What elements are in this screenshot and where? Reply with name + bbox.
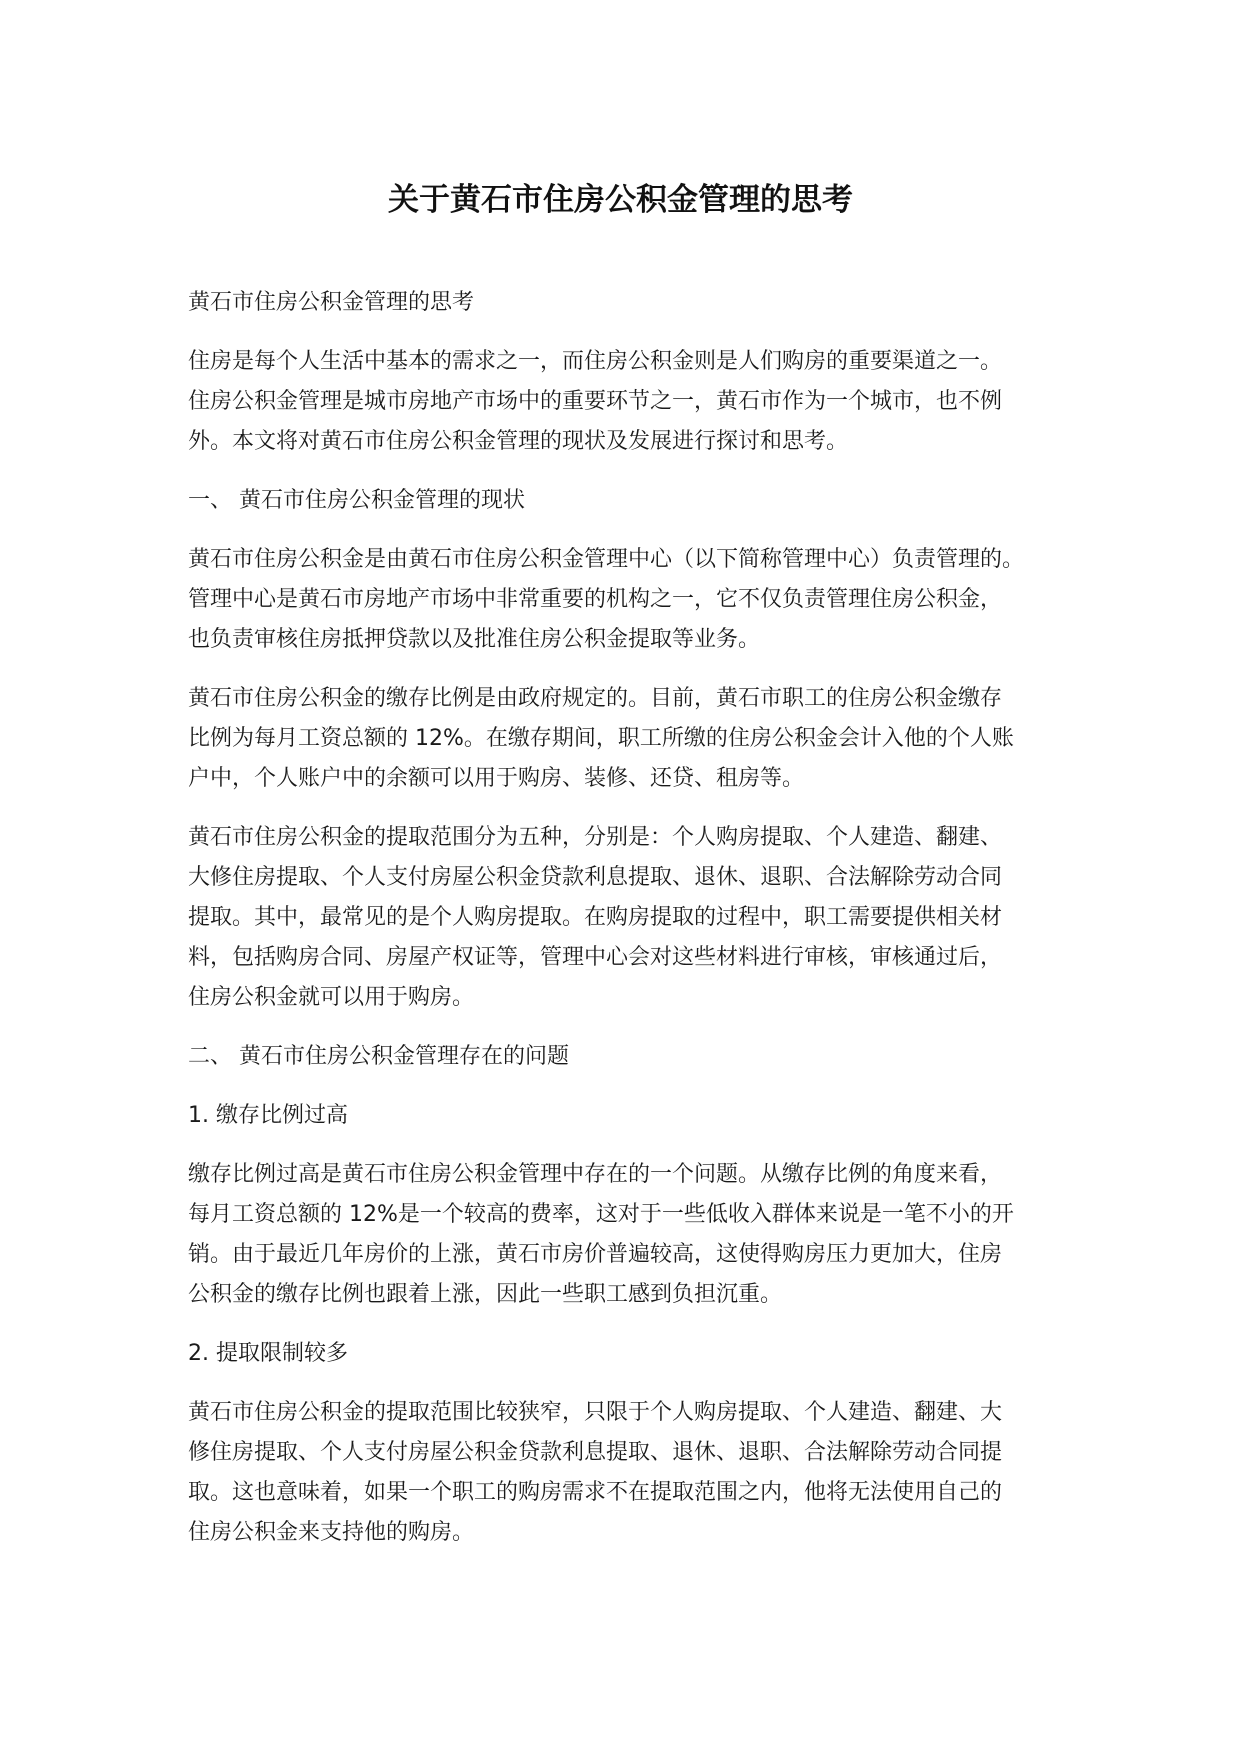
paragraph-high-rate: [188, 1155, 1068, 1315]
text-line: 2. 提取限制较多: [188, 1341, 348, 1366]
paragraph-withdrawal-limits: [188, 1393, 1068, 1553]
text-line: 外。本文将对黄石市住房公积金管理的现状及发展进行探讨和思考。: [188, 429, 849, 454]
subheading-2: [188, 1334, 1068, 1374]
text-line: 提取。其中，最常见的是个人购房提取。在购房提取的过程中，职工需要提供相关材: [188, 905, 1003, 930]
paragraph-subtitle: [188, 283, 1068, 323]
text-line: 住房公积金就可以用于购房。: [188, 985, 475, 1010]
text-line: 住房公积金管理是城市房地产市场中的重要环节之一，黄石市作为一个城市，也不例: [188, 389, 1003, 414]
text-line: 每月工资总额的 12%是一个较高的费率，这对于一些低收入群体来说是一笔不小的开: [188, 1202, 1014, 1227]
text-line: 管理中心是黄石市房地产市场中非常重要的机构之一，它不仅负责管理住房公积金，: [188, 587, 1003, 612]
text-line: 黄石市住房公积金的缴存比例是由政府规定的。目前，黄石市职工的住房公积金缴存: [188, 686, 1003, 711]
text-line: 一、 黄石市住房公积金管理的现状: [188, 488, 525, 513]
section-heading-1: [188, 481, 1068, 521]
text-line: 住房是每个人生活中基本的需求之一，而住房公积金则是人们购房的重要渠道之一。: [188, 349, 1003, 374]
paragraph-contribution-rate: [188, 679, 1068, 799]
text-line: 销。由于最近几年房价的上涨，黄石市房价普遍较高，这使得购房压力更加大，住房: [188, 1242, 1003, 1267]
subheading-1: [188, 1096, 1068, 1136]
text-line: 黄石市住房公积金是由黄石市住房公积金管理中心（以下简称管理中心）负责管理的。: [188, 547, 1025, 572]
text-line: 公积金的缴存比例也跟着上涨，因此一些职工感到负担沉重。: [188, 1282, 783, 1307]
text-line: 住房公积金来支持他的购房。: [188, 1520, 475, 1545]
text-line: 户中，个人账户中的余额可以用于购房、装修、还贷、租房等。: [188, 766, 805, 791]
text-line: 也负责审核住房抵押贷款以及批准住房公积金提取等业务。: [188, 627, 761, 652]
text-line: 比例为每月工资总额的 12%。在缴存期间，职工所缴的住房公积金会计入他的个人账: [188, 726, 1014, 751]
text-line: 缴存比例过高是黄石市住房公积金管理中存在的一个问题。从缴存比例的角度来看，: [188, 1162, 1003, 1187]
text-line: 黄石市住房公积金管理的思考: [188, 290, 475, 315]
text-line: 1. 缴存比例过高: [188, 1103, 348, 1128]
text-line: 料，包括购房合同、房屋产权证等，管理中心会对这些材料进行审核，审核通过后，: [188, 945, 1003, 970]
paragraph-withdrawal-scope: [188, 818, 1068, 1018]
section-heading-2: [188, 1037, 1068, 1077]
text-line: 大修住房提取、个人支付房屋公积金贷款利息提取、退休、退职、合法解除劳动合同: [188, 865, 1003, 890]
text-line: 取。这也意味着，如果一个职工的购房需求不在提取范围之内，他将无法使用自己的: [188, 1480, 1003, 1505]
text-line: 黄石市住房公积金的提取范围比较狭窄，只限于个人购房提取、个人建造、翻建、大: [188, 1400, 1003, 1425]
paragraph-management-center: [188, 540, 1068, 660]
paragraph-intro: [188, 342, 1068, 462]
text-line: 二、 黄石市住房公积金管理存在的问题: [188, 1044, 569, 1069]
document-title: 关于黄石市住房公积金管理的思考: [388, 182, 853, 218]
document-body: [188, 283, 1068, 1572]
text-line: 黄石市住房公积金的提取范围分为五种，分别是：个人购房提取、个人建造、翻建、: [188, 825, 1003, 850]
text-line: 修住房提取、个人支付房屋公积金贷款利息提取、退休、退职、合法解除劳动合同提: [188, 1440, 1003, 1465]
